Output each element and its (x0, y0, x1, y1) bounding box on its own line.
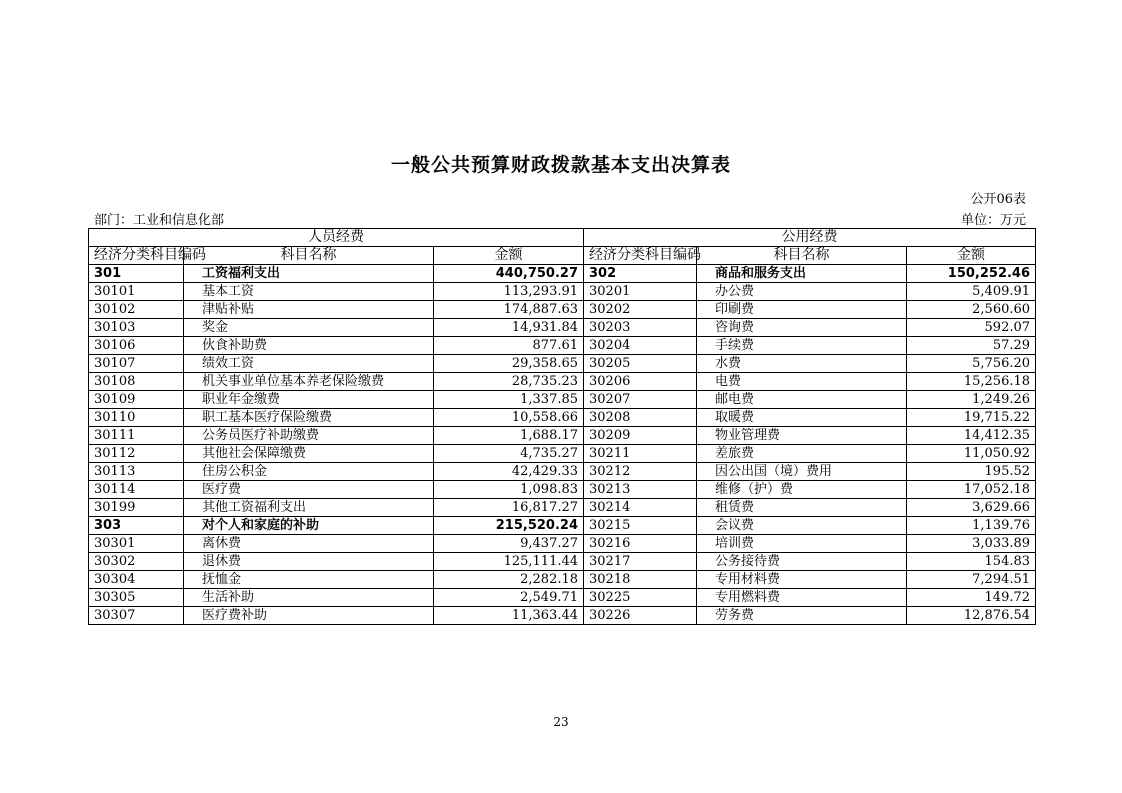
table-row (89, 355, 1036, 373)
public-name-cell: 因公出国（境）费用 (697, 463, 907, 481)
public-name-cell: 电费 (697, 373, 907, 391)
table-row (89, 481, 1036, 499)
personnel-amount-cell: 11,363.44 (434, 607, 584, 625)
public-code-cell: 30226 (584, 607, 697, 625)
public-amount-cell: 19,715.22 (907, 409, 1036, 427)
public-amount-cell: 5,409.91 (907, 283, 1036, 301)
personnel-name-cell: 其他工资福利支出 (184, 499, 434, 517)
public-code-cell: 30201 (584, 283, 697, 301)
public-name-cell: 商品和服务支出 (697, 265, 907, 283)
personnel-amount-cell: 440,750.27 (434, 265, 584, 283)
table-row (89, 409, 1036, 427)
public-amount-cell: 2,560.60 (907, 301, 1036, 319)
page-title: 一般公共预算财政拨款基本支出决算表 (390, 154, 731, 176)
personnel-name-cell: 机关事业单位基本养老保险缴费 (184, 373, 434, 391)
personnel-code-cell: 30106 (89, 337, 184, 355)
personnel-amount-cell: 215,520.24 (434, 517, 584, 535)
personnel-amount-cell: 4,735.27 (434, 445, 584, 463)
public-amount-cell: 7,294.51 (907, 571, 1036, 589)
personnel-amount-cell: 125,111.44 (434, 553, 584, 571)
public-code-cell: 302 (584, 265, 697, 283)
public-amount-cell: 1,139.76 (907, 517, 1036, 535)
column-header-amount: 金额 (434, 247, 584, 265)
table-row (89, 283, 1036, 301)
public-name-cell: 专用燃料费 (697, 589, 907, 607)
personnel-code-cell: 30301 (89, 535, 184, 553)
public-name-cell: 差旅费 (697, 445, 907, 463)
personnel-name-cell: 退休费 (184, 553, 434, 571)
column-header-name: 科目名称 (697, 247, 907, 265)
personnel-code-cell: 30111 (89, 427, 184, 445)
personnel-amount-cell: 29,358.65 (434, 355, 584, 373)
personnel-code-cell: 30108 (89, 373, 184, 391)
public-name-cell: 公务接待费 (697, 553, 907, 571)
table-row (89, 391, 1036, 409)
table-row (89, 265, 1036, 283)
personnel-amount-cell: 10,558.66 (434, 409, 584, 427)
personnel-code-cell: 30103 (89, 319, 184, 337)
personnel-amount-cell: 113,293.91 (434, 283, 584, 301)
unit-label: 单位：万元 (960, 213, 1026, 228)
public-code-cell: 30213 (584, 481, 697, 499)
table-row (89, 301, 1036, 319)
table-row (89, 463, 1036, 481)
personnel-code-cell: 303 (89, 517, 184, 535)
public-code-cell: 30202 (584, 301, 697, 319)
personnel-amount-cell: 16,817.27 (434, 499, 584, 517)
public-name-cell: 维修（护）费 (697, 481, 907, 499)
personnel-amount-cell: 28,735.23 (434, 373, 584, 391)
personnel-code-cell: 30110 (89, 409, 184, 427)
personnel-name-cell: 医疗费 (184, 481, 434, 499)
personnel-name-cell: 医疗费补助 (184, 607, 434, 625)
table-row (89, 517, 1036, 535)
table-row (89, 337, 1036, 355)
personnel-amount-cell: 2,549.71 (434, 589, 584, 607)
table-row (89, 571, 1036, 589)
public-name-cell: 水费 (697, 355, 907, 373)
personnel-code-cell: 30307 (89, 607, 184, 625)
table-row (89, 427, 1036, 445)
page-number: 23 (553, 715, 569, 729)
personnel-name-cell: 公务员医疗补助缴费 (184, 427, 434, 445)
personnel-amount-cell: 877.61 (434, 337, 584, 355)
public-amount-cell: 154.83 (907, 553, 1036, 571)
public-amount-cell: 3,033.89 (907, 535, 1036, 553)
personnel-name-cell: 奖金 (184, 319, 434, 337)
personnel-code-cell: 301 (89, 265, 184, 283)
public-name-cell: 物业管理费 (697, 427, 907, 445)
personnel-code-cell: 30102 (89, 301, 184, 319)
table-row (89, 445, 1036, 463)
public-name-cell: 租赁费 (697, 499, 907, 517)
public-code-cell: 30211 (584, 445, 697, 463)
public-name-cell: 印刷费 (697, 301, 907, 319)
personnel-code-cell: 30199 (89, 499, 184, 517)
public-code-cell: 30214 (584, 499, 697, 517)
public-expenses-header: 公用经费 (584, 229, 1036, 247)
personnel-code-cell: 30109 (89, 391, 184, 409)
public-amount-cell: 5,756.20 (907, 355, 1036, 373)
personnel-name-cell: 津贴补贴 (184, 301, 434, 319)
public-name-cell: 劳务费 (697, 607, 907, 625)
table-row (89, 535, 1036, 553)
public-amount-cell: 15,256.18 (907, 373, 1036, 391)
personnel-amount-cell: 2,282.18 (434, 571, 584, 589)
personnel-amount-cell: 9,437.27 (434, 535, 584, 553)
public-name-cell: 会议费 (697, 517, 907, 535)
personnel-name-cell: 职业年金缴费 (184, 391, 434, 409)
public-code-cell: 30225 (584, 589, 697, 607)
personnel-code-cell: 30302 (89, 553, 184, 571)
table-row (89, 589, 1036, 607)
personnel-name-cell: 职工基本医疗保险缴费 (184, 409, 434, 427)
table-row (89, 607, 1036, 625)
personnel-code-cell: 30107 (89, 355, 184, 373)
personnel-code-cell: 30112 (89, 445, 184, 463)
public-amount-cell: 592.07 (907, 319, 1036, 337)
personnel-amount-cell: 1,098.83 (434, 481, 584, 499)
public-code-cell: 30206 (584, 373, 697, 391)
column-header-amount: 金额 (907, 247, 1036, 265)
public-code-cell: 30216 (584, 535, 697, 553)
public-code-cell: 30212 (584, 463, 697, 481)
public-code-cell: 30217 (584, 553, 697, 571)
personnel-name-cell: 抚恤金 (184, 571, 434, 589)
public-code-cell: 30215 (584, 517, 697, 535)
public-amount-cell: 57.29 (907, 337, 1036, 355)
table-row (89, 373, 1036, 391)
public-amount-cell: 195.52 (907, 463, 1036, 481)
personnel-name-cell: 伙食补助费 (184, 337, 434, 355)
public-name-cell: 办公费 (697, 283, 907, 301)
public-code-cell: 30204 (584, 337, 697, 355)
public-name-cell: 专用材料费 (697, 571, 907, 589)
public-code-cell: 30209 (584, 427, 697, 445)
table-row (89, 553, 1036, 571)
public-amount-cell: 17,052.18 (907, 481, 1036, 499)
personnel-amount-cell: 1,688.17 (434, 427, 584, 445)
table-row (89, 499, 1036, 517)
department-label: 部门：工业和信息化部 (94, 213, 225, 228)
personnel-name-cell: 离休费 (184, 535, 434, 553)
public-name-cell: 手续费 (697, 337, 907, 355)
public-amount-cell: 14,412.35 (907, 427, 1036, 445)
public-amount-cell: 3,629.66 (907, 499, 1036, 517)
public-name-cell: 培训费 (697, 535, 907, 553)
public-amount-cell: 150,252.46 (907, 265, 1036, 283)
personnel-name-cell: 工资福利支出 (184, 265, 434, 283)
public-code-cell: 30205 (584, 355, 697, 373)
personnel-expenses-header: 人员经费 (89, 229, 584, 247)
personnel-amount-cell: 14,931.84 (434, 319, 584, 337)
personnel-code-cell: 30114 (89, 481, 184, 499)
public-code-cell: 30207 (584, 391, 697, 409)
column-header-code: 经济分类科目编码 (89, 247, 184, 265)
personnel-name-cell: 对个人和家庭的补助 (184, 517, 434, 535)
personnel-name-cell: 住房公积金 (184, 463, 434, 481)
public-name-cell: 取暖费 (697, 409, 907, 427)
personnel-code-cell: 30113 (89, 463, 184, 481)
column-header-code: 经济分类科目编码 (584, 247, 697, 265)
public-code-cell: 30218 (584, 571, 697, 589)
personnel-name-cell: 其他社会保障缴费 (184, 445, 434, 463)
table-row (89, 319, 1036, 337)
public-amount-cell: 149.72 (907, 589, 1036, 607)
personnel-amount-cell: 42,429.33 (434, 463, 584, 481)
personnel-amount-cell: 174,887.63 (434, 301, 584, 319)
personnel-code-cell: 30304 (89, 571, 184, 589)
public-code-cell: 30208 (584, 409, 697, 427)
public-amount-cell: 12,876.54 (907, 607, 1036, 625)
personnel-code-cell: 30305 (89, 589, 184, 607)
public-code-cell: 30203 (584, 319, 697, 337)
public-amount-cell: 11,050.92 (907, 445, 1036, 463)
public-amount-cell: 1,249.26 (907, 391, 1036, 409)
personnel-code-cell: 30101 (89, 283, 184, 301)
personnel-name-cell: 基本工资 (184, 283, 434, 301)
expenditure-table (88, 228, 1036, 625)
personnel-name-cell: 生活补助 (184, 589, 434, 607)
column-header-name: 科目名称 (184, 247, 434, 265)
public-name-cell: 咨询费 (697, 319, 907, 337)
personnel-name-cell: 绩效工资 (184, 355, 434, 373)
form-number: 公开06表 (970, 192, 1026, 207)
personnel-amount-cell: 1,337.85 (434, 391, 584, 409)
public-name-cell: 邮电费 (697, 391, 907, 409)
